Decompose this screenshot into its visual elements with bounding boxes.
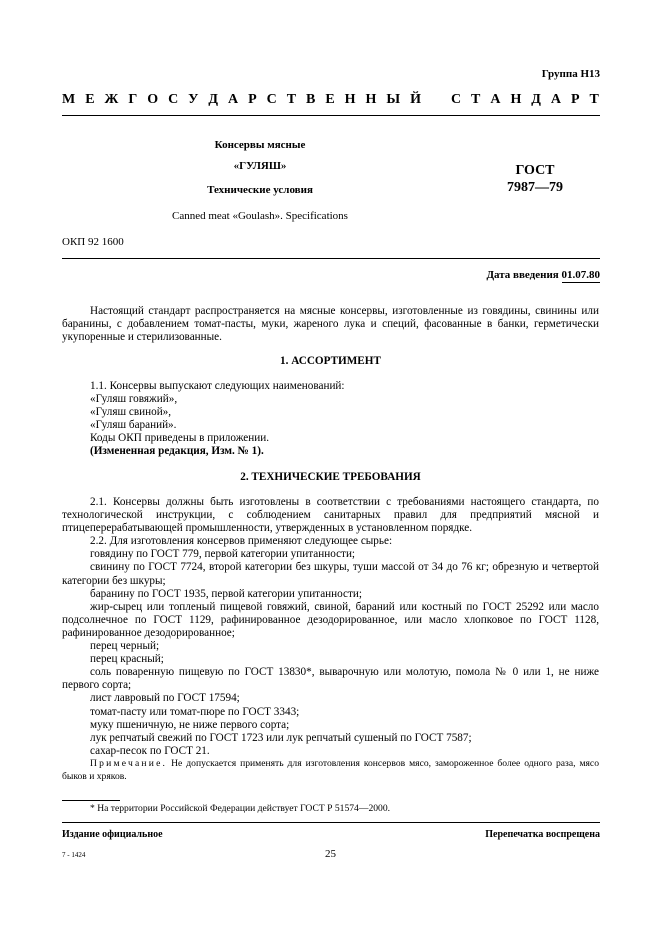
note-label: Примечание. (90, 758, 168, 769)
preamble (62, 305, 599, 344)
interstate-standard-heading (62, 92, 599, 108)
official-edition-label: Издание официальное (62, 829, 163, 840)
heading-letter: Д (531, 92, 541, 107)
heading-letter: А (228, 92, 239, 107)
heading-letter: О (147, 92, 159, 107)
section1-line: Коды ОКП приведены в приложении. (90, 432, 270, 445)
heading-gap (431, 92, 441, 108)
heading-letter: Р (248, 92, 257, 107)
heading-letter: Н (510, 92, 522, 107)
raw-material-item: говядину по ГОСТ 779, первой категории упитанности; (90, 548, 356, 561)
section2-body (62, 496, 599, 758)
raw-material-item: сахар-песок по ГОСТ 21. (90, 744, 210, 757)
section1-amendment: (Измененная редакция, Изм. № 1). (90, 445, 264, 458)
raw-material-item: соль поваренную пищевую по ГОСТ 13830*, выварочную или молотую, помола № 0 или 1, не ниже первого сорта; (62, 666, 599, 692)
gost-block (490, 162, 580, 196)
heading-letter: Й (410, 92, 421, 107)
heading-letter: Е (325, 92, 335, 107)
raw-material-item: муку пшеничную, не ниже первого сорта; (90, 718, 290, 731)
header-rule (62, 115, 600, 116)
clause-2-2: 2.2. Для изготовления консервов применяют следующее сырье: (90, 535, 393, 548)
preamble-text: Настоящий стандарт распространяется на мясные консервы, изготовленные из говядины, свинины или баранины, с добавлением томат-пасты, муки, жареного лука и специй, фасованные в банки, герметически укупоренные и стерилизованные. (62, 305, 599, 344)
footnote-rule (62, 800, 120, 801)
heading-letter: М (62, 92, 76, 107)
intro-date-value: 01.07.80 (561, 269, 600, 281)
heading-letter: Р (571, 92, 580, 107)
section1-line: 1.1. Консервы выпускают следующих наименований: (90, 380, 345, 392)
raw-material-item: лист лавровый по ГОСТ 17594; (90, 692, 240, 705)
raw-material-item: лук репчатый свежий по ГОСТ 1723 или лук репчатый сушеный по ГОСТ 7587; (90, 731, 472, 744)
note-text: Не допускается применять для изготовления консервов мясо, замороженное более одного раза, мясо быков и хряков. (62, 758, 599, 782)
heading-letter: А (550, 92, 562, 107)
section2-heading: 2. ТЕХНИЧЕСКИЕ ТРЕБОВАНИЯ (240, 471, 421, 483)
section1-body (62, 380, 599, 459)
footnote: * На территории Российской Федерации действует ГОСТ Р 51574—2000. (90, 803, 391, 814)
heading-letter: Т (589, 92, 599, 107)
note (62, 758, 599, 783)
heading-letter: Н (344, 92, 356, 107)
reprint-prohibited-label: Перепечатка воспрещена (485, 829, 600, 840)
heading-letter: Ж (104, 92, 119, 107)
section1-heading: 1. АССОРТИМЕНТ (280, 355, 381, 367)
intro-date (486, 269, 600, 281)
raw-material-item: томат-пасту или томат-пюре по ГОСТ 3343; (90, 705, 300, 718)
okp-code: ОКП 92 1600 (62, 236, 124, 248)
heading-letter: Д (208, 92, 219, 107)
print-code: 7 - 1424 (62, 851, 86, 859)
heading-letter: У (188, 92, 199, 107)
heading-letter: Е (85, 92, 95, 107)
gost-label: ГОСТ (515, 163, 555, 178)
heading-letter: Г (128, 92, 138, 107)
intro-date-label: Дата введения (486, 269, 559, 281)
raw-material-item: перец красный; (90, 653, 164, 666)
heading-letter: Т (471, 92, 481, 107)
title-line-2: «ГУЛЯШ» (233, 160, 287, 172)
heading-letter: С (266, 92, 277, 107)
raw-material-item: перец черный; (90, 640, 160, 653)
section1-line: «Гуляш свиной», (90, 406, 172, 419)
page-number: 25 (325, 848, 336, 860)
heading-letter: Ы (386, 92, 401, 107)
heading-letter: А (490, 92, 501, 107)
raw-material-item: свинину по ГОСТ 7724, второй категории без шкуры, туши массой от 34 до 76 кг; обрезную и четвертой категории без шкуры; (62, 561, 599, 587)
heading-letter: В (306, 92, 316, 107)
footer-rule (62, 822, 600, 823)
gost-number: 7987—79 (507, 180, 563, 195)
clause-2-1: 2.1. Консервы должны быть изготовлены в соответствии с требованиями настоящего стандарта, по технологической инструкции, с соблюдением санитарных правил для предприятий мясной и птицеперерабатывающей промышленности, утвержденных в установленном порядке. (62, 496, 599, 535)
raw-material-item: баранину по ГОСТ 1935, первой категории упитанности; (90, 587, 362, 600)
heading-letter: С (168, 92, 179, 107)
group-label: Группа Н13 (541, 68, 600, 80)
section1-line: «Гуляш бараний». (90, 419, 177, 432)
heading-letter: С (450, 92, 462, 107)
title-line-1: Консервы мясные (214, 139, 306, 151)
okp-rule (62, 258, 600, 259)
heading-letter: Н (365, 92, 377, 107)
section1-line: «Гуляш говяжий», (90, 393, 178, 406)
raw-material-item: жир-сырец или топленый пищевой говяжий, свиной, бараний или костный по ГОСТ 25292 или масло подсолнечное по ГОСТ 1129, рафинированное дезодорированное, или масло хлопковое по ГОСТ 1128, рафинированное дезодорированное; (62, 600, 599, 639)
english-title: Canned meat «Goulash». Specifications (172, 210, 348, 222)
heading-letter: Т (286, 92, 297, 107)
title-line-3: Технические условия (207, 184, 313, 196)
